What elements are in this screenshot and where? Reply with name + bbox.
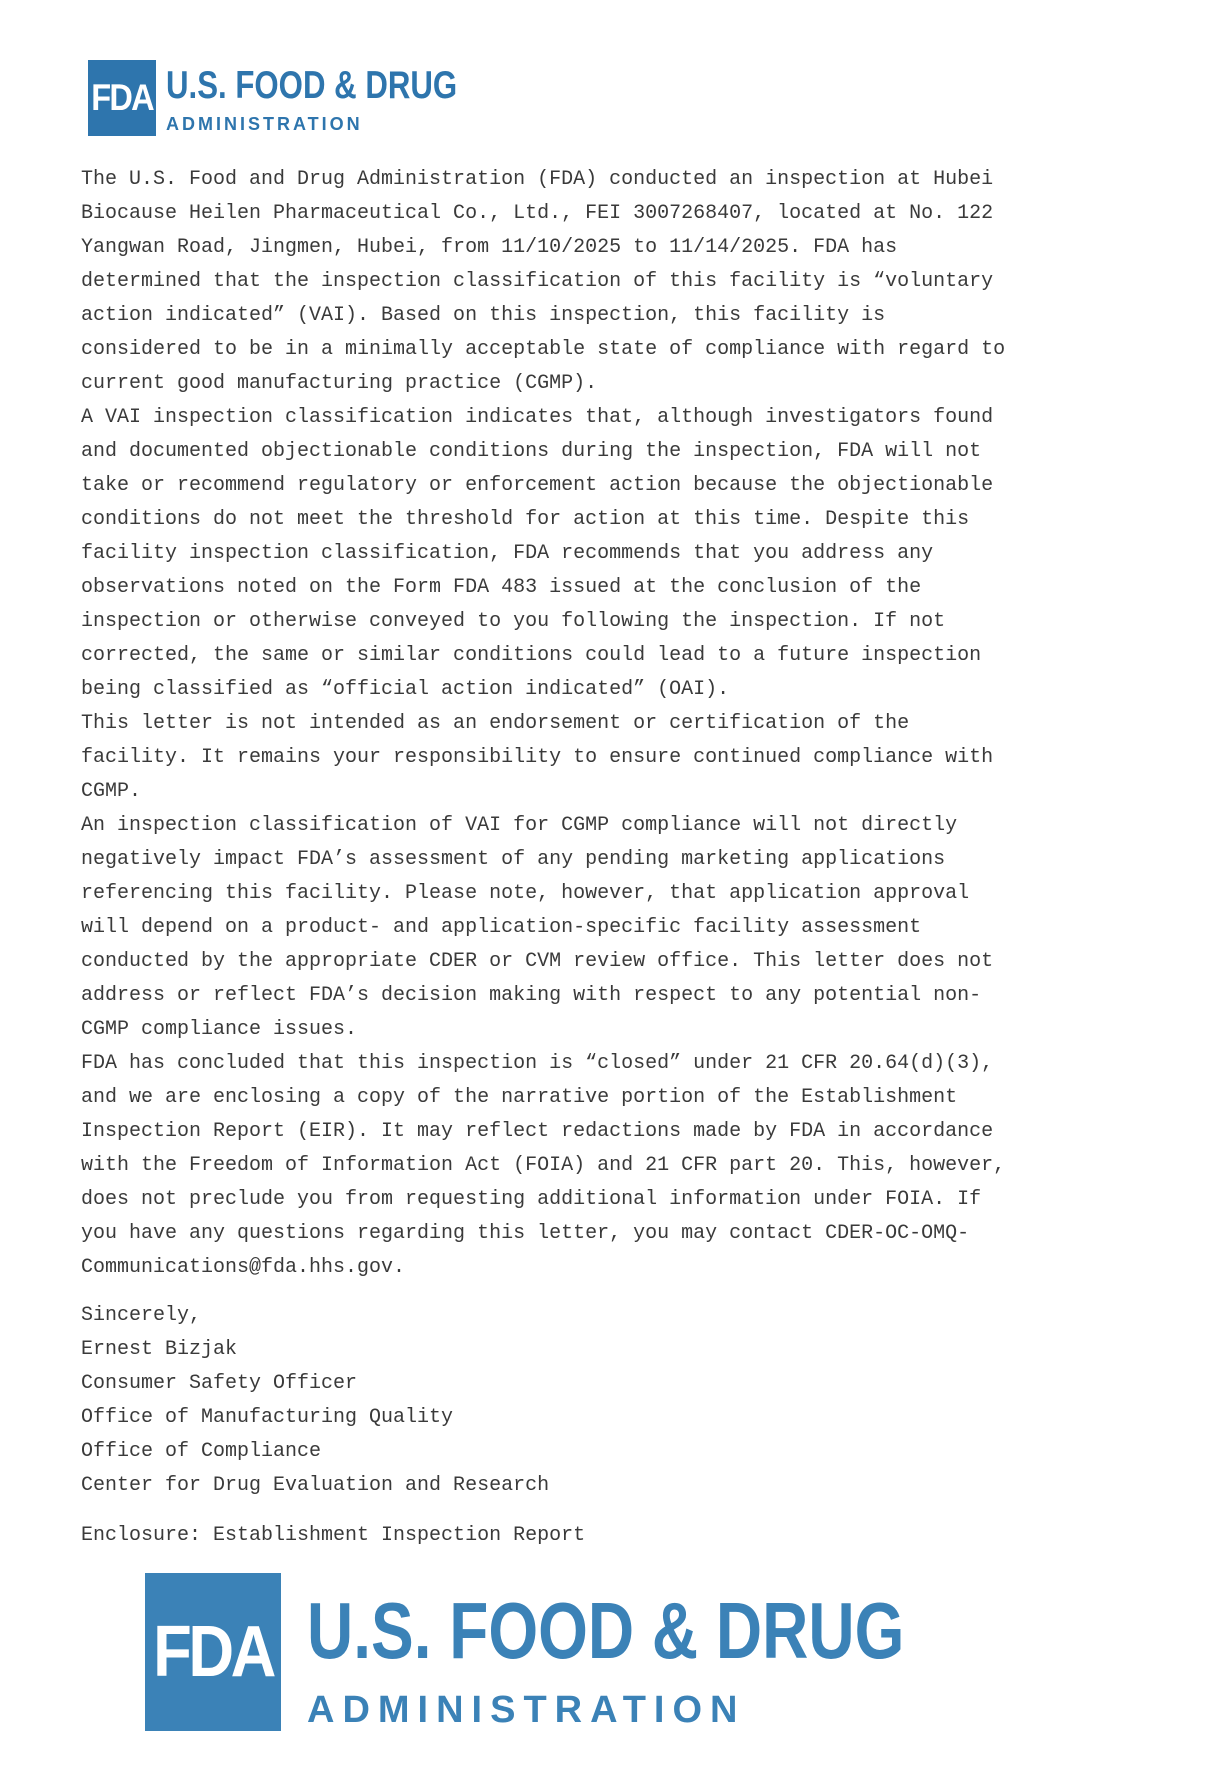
letter-line: Ernest Bizjak	[81, 1338, 238, 1361]
letter-line: negatively impact FDA’s assessment of any pending marketing applications	[81, 848, 946, 871]
fda-logo-text	[166, 60, 530, 135]
fda-acronym: FDA	[91, 77, 153, 118]
letter-line: A VAI inspection classification indicates that, although investigators found	[81, 406, 994, 429]
letter-line: Communications@fda.hhs.gov.	[81, 1256, 406, 1279]
letter-line: conducted by the appropriate CDER or CVM review office. This letter does not	[81, 950, 994, 973]
fda-logo-title: U.S. FOOD & DRUG	[307, 1586, 905, 1675]
letter-line: Biocause Heilen Pharmaceutical Co., Ltd., FEI 3007268407, located at No. 122	[81, 202, 994, 225]
fda-logo-header	[88, 60, 1216, 136]
letter-line: and we are enclosing a copy of the narrative portion of the Establishment	[81, 1086, 958, 1109]
letter-line: The U.S. Food and Drug Administration (FDA) conducted an inspection at Hubei	[81, 168, 994, 191]
letter-line: observations noted on the Form FDA 483 issued at the conclusion of the	[81, 576, 922, 599]
letter-line: Office of Manufacturing Quality	[81, 1406, 454, 1429]
letter-line: Office of Compliance	[81, 1440, 322, 1463]
enclosure-section	[81, 1519, 1216, 1553]
letter-line: action indicated” (VAI). Based on this inspection, this facility is	[81, 304, 886, 327]
letter-line: being classified as “official action indicated” (OAI).	[81, 678, 730, 701]
letter-line: corrected, the same or similar conditions could lead to a future inspection	[81, 644, 982, 667]
letter-line: Sincerely,	[81, 1304, 202, 1327]
fda-acronym: FDA	[153, 1612, 273, 1692]
closing-signature-block	[81, 1299, 1216, 1503]
letter-line: This letter is not intended as an endorsement or certification of the	[81, 712, 910, 735]
letter-line: inspection or otherwise conveyed to you following the inspection. If not	[81, 610, 946, 633]
enclosure-note: Enclosure: Establishment Inspection Report	[81, 1524, 586, 1547]
letter-line: Yangwan Road, Jingmen, Hubei, from 11/10/2025 to 11/14/2025. FDA has	[81, 236, 898, 259]
letter-line: current good manufacturing practice (CGMP).	[81, 372, 598, 395]
fda-logo-subtitle: ADMINISTRATION	[307, 1689, 746, 1731]
letter-line: and documented objectionable conditions during the inspection, FDA will not	[81, 440, 982, 463]
fda-logo-subtitle: ADMINISTRATION	[166, 114, 363, 134]
paragraph-no-endorsement	[81, 707, 1216, 809]
letter-line: will depend on a product- and application-specific facility assessment	[81, 916, 922, 939]
letter-line: take or recommend regulatory or enforcement action because the objectionable	[81, 474, 994, 497]
letter-line: Consumer Safety Officer	[81, 1372, 358, 1395]
letter-line: facility inspection classification, FDA recommends that you address any	[81, 542, 934, 565]
letter-line: FDA has concluded that this inspection is “closed” under 21 CFR 20.64(d)(3),	[81, 1052, 994, 1075]
fda-logo-icon	[88, 60, 156, 136]
letter-body	[81, 163, 1216, 1285]
letter-line: conditions do not meet the threshold for action at this time. Despite this	[81, 508, 970, 531]
fda-logo-icon	[145, 1573, 281, 1731]
letter-line: does not preclude you from requesting additional information under FOIA. If	[81, 1188, 982, 1211]
letter-line: with the Freedom of Information Act (FOIA) and 21 CFR part 20. This, however,	[81, 1154, 1006, 1177]
letter-line: address or reflect FDA’s decision making with respect to any potential non-	[81, 984, 982, 1007]
paragraph-inspection-closed	[81, 1047, 1216, 1285]
letter-line: considered to be in a minimally acceptable state of compliance with regard to	[81, 338, 1006, 361]
letter-line: determined that the inspection classification of this facility is “voluntary	[81, 270, 994, 293]
letter-line: facility. It remains your responsibility to ensure continued compliance with	[81, 746, 994, 769]
paragraph-application-impact	[81, 809, 1216, 1047]
paragraph-vai-explanation	[81, 401, 1216, 707]
paragraph-inspection-summary	[81, 163, 1216, 401]
letter-line: CGMP.	[81, 780, 142, 803]
letter-line: Center for Drug Evaluation and Research	[81, 1474, 550, 1497]
letter-line: An inspection classification of VAI for CGMP compliance will not directly	[81, 814, 958, 837]
fda-logo-text	[307, 1573, 1054, 1732]
letter-line: Inspection Report (EIR). It may reflect redactions made by FDA in accordance	[81, 1120, 994, 1143]
letter-line: you have any questions regarding this letter, you may contact CDER-OC-OMQ-	[81, 1222, 970, 1245]
fda-logo-footer	[145, 1573, 1216, 1732]
fda-logo-title: U.S. FOOD & DRUG	[166, 64, 458, 107]
letter-line: CGMP compliance issues.	[81, 1018, 358, 1041]
letter-line: referencing this facility. Please note, however, that application approval	[81, 882, 970, 905]
